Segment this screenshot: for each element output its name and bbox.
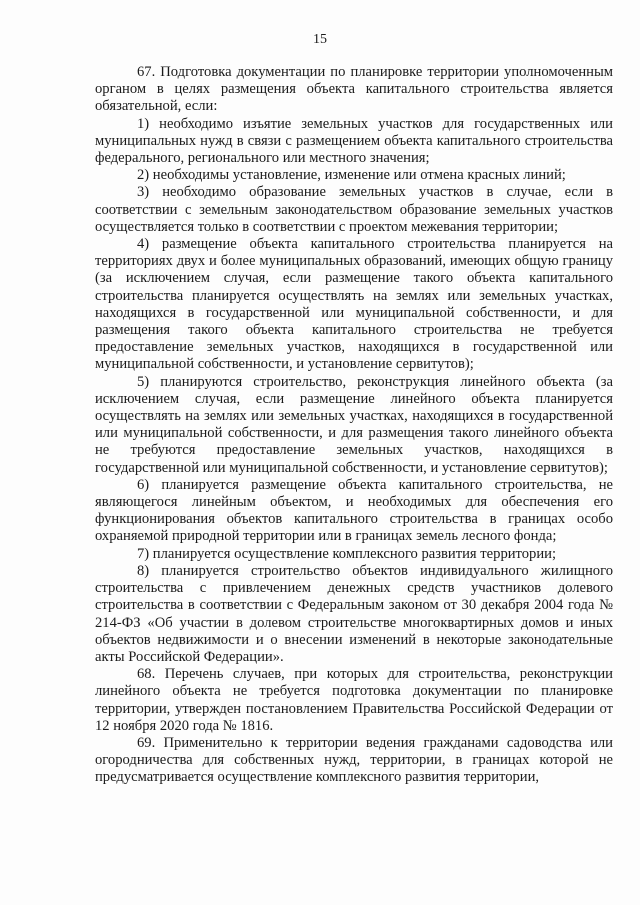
list-item-3: 3) необходимо образование земельных участков в случае, если в соответствии с земельным законодательством образование земельных участков осуществляется только в соответствии с проектом межевания территории; [95, 184, 613, 235]
list-item-6: 6) планируется размещение объекта капитального строительства, не являющегося линейным объектом, и необходимых для обеспечения его функционирования объектов капитального строительства в границах особо охраняемой природной территории или в границах земель лесного фонда; [95, 476, 613, 545]
page-number: 15 [313, 32, 327, 47]
paragraph-68: 68. Перечень случаев, при которых для строительства, реконструкции линейного объекта не требуется подготовка документации по планировке территории, утвержден постановлением Правительства Российской Федерации от 12 ноября 2020 года № 1816. [95, 666, 613, 734]
list-item-5: 5) планируются строительство, реконструкция линейного объекта (за исключением случая, если размещение линейного объекта планируется осуществлять на землях или земельных участках, находящихся в государственной или муниципальной собственности, и для размещения такого линейного объекта не требуются предоставление земельных участков, находящихся в государственной или муниципальной собственности, и установление сервитутов); [95, 373, 613, 476]
paragraph-69: 69. Применительно к территории ведения гражданами садоводства или огородничества для собственных нужд, территории, в границах которой не предусматривается осуществление комплексного развития территории, [95, 734, 613, 786]
list-item-4: 4) размещение объекта капитального строительства планируется на территориях двух и более муниципальных образований, имеющих общую границу (за исключением случая, если размещение такого объекта капитального строительства планируется осуществлять на землях или земельных участках, находящихся в государственной или муниципальной собственности, и для размещения такого объекта капитального строительства не требуется предоставление земельных участков, находящихся в государственной или муниципальной собственности, и установление сервитутов); [95, 236, 613, 373]
document-body [95, 64, 613, 787]
list-item-8: 8) планируется строительство объектов индивидуального жилищного строительства с привлечением денежных средств участников долевого строительства в соответствии с Федеральным законом от 30 декабря 2004 года № 214-ФЗ «Об участии в долевом строительстве многоквартирных домов и иных объектов недвижимости и о внесении изменений в некоторые законодательные акты Российской Федерации». [95, 562, 613, 665]
list-item-7: 7) планируется осуществление комплексного развития территории; [137, 545, 557, 562]
paragraph-67-intro: 67. Подготовка документации по планировке территории уполномоченным органом в целях размещения объекта капитального строительства является обязательной, если: [95, 64, 613, 115]
list-item-2: 2) необходимы установление, изменение или отмена красных линий; [137, 167, 566, 184]
list-item-1: 1) необходимо изъятие земельных участков для государственных или муниципальных нужд в связи с размещением объекта капитального строительства федерального, регионального или местного значения; [95, 115, 613, 167]
